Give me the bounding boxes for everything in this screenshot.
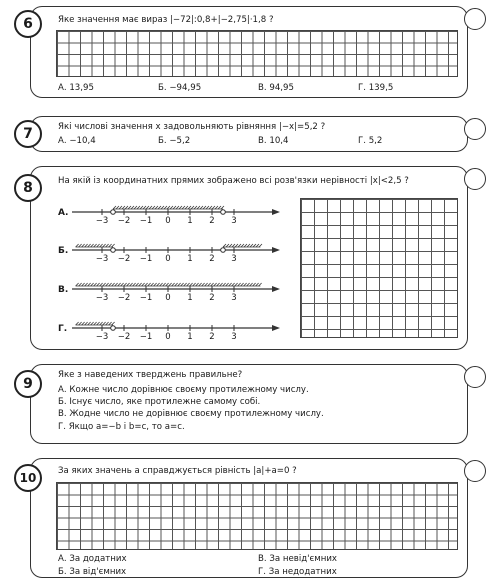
- hatch-mark: [106, 283, 109, 286]
- question-7-number: 7: [14, 120, 42, 148]
- hatch-mark: [154, 283, 157, 286]
- question-9-option-b[interactable]: Б. Існує число, яке протилежне самому собі.: [58, 397, 261, 408]
- hatch-mark: [146, 206, 149, 209]
- hatch-mark: [250, 244, 253, 247]
- question-10-text: За яких значень a справджується рівність |a|+a=0 ?: [58, 466, 297, 476]
- hatch-mark: [136, 283, 139, 286]
- hatch-mark: [82, 283, 85, 286]
- hatch-mark: [145, 283, 148, 286]
- question-9-option-c[interactable]: В. Жодне число не дорівнює своєму протилежному числу.: [58, 409, 324, 420]
- hatch-mark: [85, 283, 88, 286]
- hatch-mark: [103, 244, 106, 247]
- hatch-mark: [149, 206, 152, 209]
- hatch-mark: [137, 206, 140, 209]
- hatch-mark: [155, 206, 158, 209]
- tick-label: −3: [95, 254, 109, 264]
- question-10-option-d[interactable]: Г. За недодатних: [258, 567, 337, 577]
- open-endpoint: [111, 248, 116, 253]
- question-10-option-c[interactable]: В. За невід'ємних: [258, 554, 338, 564]
- hatch-mark: [214, 283, 217, 286]
- hatch-mark: [100, 322, 103, 325]
- hatch-mark: [100, 283, 103, 286]
- hatch-mark: [158, 206, 161, 209]
- hatch-mark: [76, 322, 79, 325]
- tick-label: 1: [187, 332, 193, 342]
- hatch-mark: [76, 283, 79, 286]
- hatch-mark: [196, 283, 199, 286]
- question-10-work-grid[interactable]: [56, 482, 458, 550]
- hatch-mark: [235, 244, 238, 247]
- question-7-text: Які числові значення x задовольняють рівняння |−x|=5,2 ?: [58, 122, 326, 132]
- hatch-mark: [212, 206, 215, 209]
- question-8-text: На якій із координатних прямих зображено всі розв'язки нерівності |x|<2,5 ?: [58, 176, 409, 186]
- hatch-mark: [163, 283, 166, 286]
- open-endpoint: [111, 326, 116, 331]
- tick-label: −2: [117, 332, 131, 342]
- hatch-mark: [88, 283, 91, 286]
- tick-label: 0: [165, 332, 171, 342]
- hatch-mark: [173, 206, 176, 209]
- hatch-mark: [125, 206, 128, 209]
- question-6-work-grid[interactable]: [56, 30, 458, 77]
- hatch-mark: [190, 283, 193, 286]
- hatch-mark: [184, 283, 187, 286]
- hatch-mark: [215, 206, 218, 209]
- question-7-option-a[interactable]: А. −10,4: [58, 136, 96, 146]
- hatch-mark: [103, 283, 106, 286]
- hatch-mark: [220, 283, 223, 286]
- tick-label: −2: [117, 254, 131, 264]
- hatch-mark: [247, 244, 250, 247]
- hatch-mark: [109, 244, 112, 247]
- hatch-mark: [97, 322, 100, 325]
- hatch-mark: [202, 283, 205, 286]
- hatch-mark: [179, 206, 182, 209]
- hatch-mark: [130, 283, 133, 286]
- hatch-mark: [142, 283, 145, 286]
- question-8-answer-circle[interactable]: [464, 168, 486, 190]
- tick-label: 3: [231, 254, 237, 264]
- hatch-mark: [172, 283, 175, 286]
- hatch-mark: [169, 283, 172, 286]
- question-10-option-b[interactable]: Б. За від'ємних: [58, 567, 127, 577]
- question-7-answer-circle[interactable]: [464, 118, 486, 140]
- hatch-mark: [88, 244, 91, 247]
- hatch-mark: [91, 244, 94, 247]
- hatch-mark: [244, 244, 247, 247]
- hatch-mark: [226, 283, 229, 286]
- number-line-b-ticks: [72, 254, 282, 266]
- hatch-mark: [205, 283, 208, 286]
- hatch-mark: [143, 206, 146, 209]
- hatch-mark: [109, 283, 112, 286]
- hatch-mark: [223, 244, 226, 247]
- hatch-mark: [188, 206, 191, 209]
- hatch-mark: [232, 283, 235, 286]
- hatch-mark: [259, 283, 262, 286]
- hatch-mark: [157, 283, 160, 286]
- hatch-mark: [122, 206, 125, 209]
- tick-label: 3: [231, 216, 237, 226]
- tick-label: 1: [187, 293, 193, 303]
- tick-label: −2: [117, 293, 131, 303]
- hatch-mark: [161, 206, 164, 209]
- question-6-text: Яке значення має вираз |−72|:0,8+|−2,75|·1,8 ?: [58, 15, 274, 25]
- hatch-mark: [193, 283, 196, 286]
- question-8-work-grid[interactable]: [300, 198, 458, 338]
- tick-label: 0: [165, 216, 171, 226]
- hatch-mark: [176, 206, 179, 209]
- line-b-label[interactable]: Б.: [58, 246, 69, 256]
- hatch-mark: [256, 283, 259, 286]
- question-9-number: 9: [14, 370, 42, 398]
- tick-label: −1: [139, 293, 153, 303]
- hatch-mark: [206, 206, 209, 209]
- tick-label: −1: [139, 216, 153, 226]
- hatch-mark: [116, 206, 119, 209]
- hatch-mark: [259, 244, 262, 247]
- question-9-answer-circle[interactable]: [464, 366, 486, 388]
- hatch-mark: [128, 206, 131, 209]
- hatch-mark: [235, 283, 238, 286]
- hatch-mark: [253, 244, 256, 247]
- question-9-options: [58, 384, 324, 433]
- hatch-mark: [151, 283, 154, 286]
- hatch-mark: [100, 244, 103, 247]
- hatch-mark: [94, 283, 97, 286]
- line-a-label[interactable]: А.: [58, 208, 69, 218]
- hatch-mark: [199, 283, 202, 286]
- question-9-option-d[interactable]: Г. Якщо a=−b і b=c, то a=c.: [58, 421, 185, 432]
- tick-label: −3: [95, 216, 109, 226]
- open-endpoint: [221, 248, 226, 253]
- hatch-mark: [253, 283, 256, 286]
- open-endpoint: [221, 210, 226, 215]
- number-line-c-ticks: [72, 293, 282, 305]
- hatch-mark: [182, 206, 185, 209]
- hatch-mark: [208, 283, 211, 286]
- hatch-mark: [170, 206, 173, 209]
- axis-arrow: [272, 325, 280, 331]
- tick-label: −1: [139, 254, 153, 264]
- hatch-mark: [238, 244, 241, 247]
- hatch-mark: [79, 322, 82, 325]
- question-10-answer-circle[interactable]: [464, 460, 486, 482]
- tick-label: 2: [209, 216, 215, 226]
- tick-label: 1: [187, 216, 193, 226]
- hatch-mark: [127, 283, 130, 286]
- question-9-text: Яке з наведених тверджень правильне?: [58, 370, 243, 380]
- open-endpoint: [111, 210, 116, 215]
- hatch-mark: [139, 283, 142, 286]
- question-10-option-a[interactable]: А. За додатних: [58, 554, 127, 564]
- question-9-option-a[interactable]: А. Кожне число дорівнює своєму протилежному числу.: [58, 385, 309, 395]
- hatch-mark: [97, 283, 100, 286]
- hatch-mark: [106, 244, 109, 247]
- hatch-mark: [134, 206, 137, 209]
- question-7-option-c[interactable]: В. 10,4: [258, 136, 289, 146]
- hatch-mark: [229, 283, 232, 286]
- question-6-number: 6: [14, 10, 42, 38]
- tick-label: −3: [95, 293, 109, 303]
- question-6-option-a[interactable]: А. 13,95: [58, 83, 94, 93]
- hatch-mark: [164, 206, 167, 209]
- hatch-mark: [226, 244, 229, 247]
- question-10-number: 10: [14, 464, 42, 492]
- hatch-mark: [194, 206, 197, 209]
- hatch-mark: [209, 206, 212, 209]
- hatch-mark: [94, 244, 97, 247]
- line-d-label[interactable]: Г.: [58, 324, 68, 334]
- hatch-mark: [109, 322, 112, 325]
- tick-label: 1: [187, 254, 193, 264]
- hatch-mark: [200, 206, 203, 209]
- hatch-mark: [244, 283, 247, 286]
- hatch-mark: [85, 244, 88, 247]
- hatch-mark: [94, 322, 97, 325]
- question-7-option-b[interactable]: Б. −5,2: [158, 136, 191, 146]
- hatch-mark: [124, 283, 127, 286]
- hatch-mark: [79, 244, 82, 247]
- hatch-mark: [256, 244, 259, 247]
- hatch-mark: [88, 322, 91, 325]
- question-6-option-d[interactable]: Г. 139,5: [358, 83, 394, 93]
- hatch-mark: [232, 244, 235, 247]
- question-8-number: 8: [14, 174, 42, 202]
- axis-arrow: [272, 209, 280, 215]
- tick-label: 3: [231, 293, 237, 303]
- hatch-mark: [217, 283, 220, 286]
- hatch-mark: [82, 244, 85, 247]
- axis-arrow: [272, 247, 280, 253]
- hatch-mark: [185, 206, 188, 209]
- hatch-mark: [131, 206, 134, 209]
- hatch-mark: [191, 206, 194, 209]
- hatch-mark: [247, 283, 250, 286]
- tick-label: −3: [95, 332, 109, 342]
- hatch-mark: [250, 283, 253, 286]
- hatch-mark: [160, 283, 163, 286]
- hatch-mark: [118, 283, 121, 286]
- hatch-mark: [167, 206, 170, 209]
- hatch-mark: [121, 283, 124, 286]
- hatch-mark: [76, 244, 79, 247]
- hatch-mark: [140, 206, 143, 209]
- hatch-mark: [181, 283, 184, 286]
- hatch-mark: [187, 283, 190, 286]
- number-line-d-ticks: [72, 332, 282, 344]
- hatch-mark: [221, 206, 224, 209]
- hatch-mark: [112, 322, 115, 325]
- hatch-mark: [103, 322, 106, 325]
- hatch-mark: [106, 322, 109, 325]
- hatch-mark: [241, 244, 244, 247]
- hatch-mark: [91, 322, 94, 325]
- line-c-label[interactable]: В.: [58, 285, 69, 295]
- tick-label: 2: [209, 293, 215, 303]
- tick-label: 2: [209, 254, 215, 264]
- hatch-mark: [211, 283, 214, 286]
- number-line-a-ticks: [72, 216, 282, 228]
- hatch-mark: [175, 283, 178, 286]
- hatch-mark: [119, 206, 122, 209]
- hatch-mark: [178, 283, 181, 286]
- hatch-mark: [97, 244, 100, 247]
- hatch-mark: [229, 244, 232, 247]
- hatch-mark: [85, 322, 88, 325]
- question-7-option-d[interactable]: Г. 5,2: [358, 136, 383, 146]
- hatch-mark: [197, 206, 200, 209]
- hatch-mark: [115, 283, 118, 286]
- hatch-mark: [218, 206, 221, 209]
- tick-label: −1: [139, 332, 153, 342]
- question-6-answer-circle[interactable]: [464, 8, 486, 30]
- hatch-mark: [241, 283, 244, 286]
- tick-label: 2: [209, 332, 215, 342]
- question-6-option-c[interactable]: В. 94,95: [258, 83, 294, 93]
- hatch-mark: [148, 283, 151, 286]
- hatch-mark: [152, 206, 155, 209]
- hatch-mark: [238, 283, 241, 286]
- tick-label: 0: [165, 254, 171, 264]
- hatch-mark: [91, 283, 94, 286]
- hatch-mark: [133, 283, 136, 286]
- hatch-mark: [82, 322, 85, 325]
- tick-label: 3: [231, 332, 237, 342]
- question-6-option-b[interactable]: Б. −94,95: [158, 83, 202, 93]
- hatch-mark: [79, 283, 82, 286]
- tick-label: −2: [117, 216, 131, 226]
- hatch-mark: [112, 283, 115, 286]
- axis-arrow: [272, 286, 280, 292]
- tick-label: 0: [165, 293, 171, 303]
- hatch-mark: [223, 283, 226, 286]
- hatch-mark: [166, 283, 169, 286]
- hatch-mark: [113, 206, 116, 209]
- hatch-mark: [112, 244, 115, 247]
- hatch-mark: [203, 206, 206, 209]
